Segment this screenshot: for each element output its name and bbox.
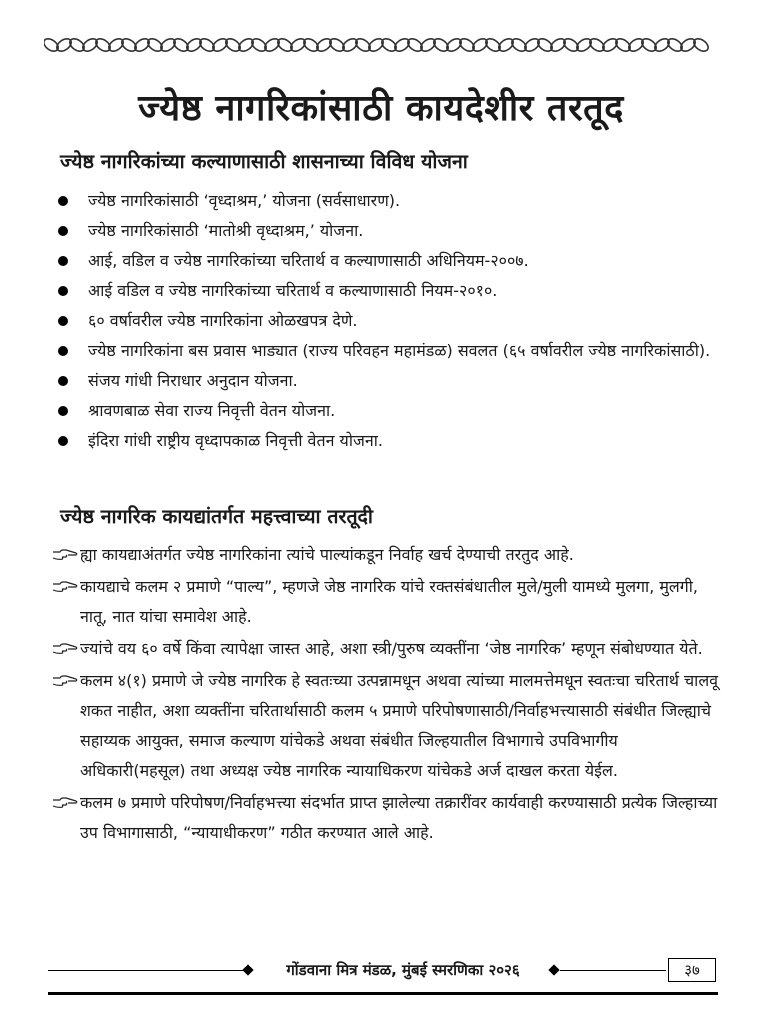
diamond-icon xyxy=(548,964,559,975)
bullet-icon xyxy=(58,406,68,416)
pointing-hand-icon xyxy=(52,642,78,656)
scheme-item: ६० वर्षावरील ज्येष्ठ नागरिकांना ओळखपत्र देणे. xyxy=(56,306,716,336)
bullet-icon xyxy=(58,316,68,326)
chain-link xyxy=(692,36,711,53)
page-title: ज्येष्ठ नागरिकांसाठी कायदेशीर तरतूद xyxy=(138,88,624,129)
provision-item: कलम ७ प्रमाणे परिपोषण/निर्वाहभत्त्या संदर्भात प्राप्त झालेल्या तक्रारींवर कार्यवाही करण्यासाठी प्रत्येक जिल्हाच्या उप विभागासाठी, “न्यायाधीकरण” गठीत करण्यात आले आहे. xyxy=(52,788,722,848)
scheme-item: आई वडिल व ज्येष्ठ नागरिकांच्या चरितार्थ व कल्याणासाठी नियम-२०१०. xyxy=(56,276,716,306)
footer xyxy=(48,958,718,984)
footer-title: गोंडवाना मित्र मंडळ, मुंबई स्मरणिका २०२६ xyxy=(286,961,520,979)
pointing-hand-icon xyxy=(52,548,78,562)
provisions-list xyxy=(52,540,722,850)
footer-rule-left xyxy=(48,970,244,971)
footer-rule-right xyxy=(560,970,666,971)
bullet-icon xyxy=(58,436,68,446)
scheme-item: ज्येष्ठ नागरिकांना बस प्रवास भाड्यात (राज्य परिवहन महामंडळ) सवलत (६५ वर्षावरील ज्येष्ठ नागरिकांसाठी). xyxy=(56,336,716,366)
decorative-chain-border xyxy=(44,33,720,57)
schemes-list xyxy=(56,186,716,456)
scheme-item: ज्येष्ठ नागरिकांसाठी ‘वृध्दाश्रम,’ योजना (सर्वसाधारण). xyxy=(56,186,716,216)
pointing-hand-icon xyxy=(52,580,78,594)
provision-item: ह्या कायद्याअंतर्गत ज्येष्ठ नागरिकांना त्यांचे पाल्यांकडून निर्वाह खर्च देण्याची तरतुद आहे. xyxy=(52,540,722,570)
provisions-heading: ज्येष्ठ नागरिक कायद्यांतर्गत महत्त्वाच्या तरतूदी xyxy=(60,505,373,528)
scheme-item: ज्येष्ठ नागरिकांसाठी ‘मातोश्री वृध्दाश्रम,’ योजना. xyxy=(56,216,716,246)
pointing-hand-icon xyxy=(52,796,78,810)
scheme-item: संजय गांधी निराधार अनुदान योजना. xyxy=(56,366,716,396)
scheme-item: आई, वडिल व ज्येष्ठ नागरिकांच्या चरितार्थ व कल्याणासाठी अधिनियम-२००७. xyxy=(56,246,716,276)
diamond-icon xyxy=(242,964,253,975)
pointing-hand-icon xyxy=(52,674,78,688)
scheme-item: इंदिरा गांधी राष्ट्रीय वृध्दापकाळ निवृत्ती वेतन योजना. xyxy=(56,426,716,456)
provision-item: ज्यांचे वय ६० वर्षे किंवा त्यापेक्षा जास्त आहे, अशा स्त्री/पुरुष व्यक्तींना ‘जेष्ठ नागरिक’ म्हणून संबोधण्यात येते. xyxy=(52,634,722,664)
page-number: ३७ xyxy=(668,958,716,982)
scheme-item: श्रावणबाळ सेवा राज्य निवृत्ती वेतन योजना. xyxy=(56,396,716,426)
provision-item: कलम ४(१) प्रमाणे जे ज्येष्ठ नागरिक हे स्वतःच्या उत्पन्नामधून अथवा त्यांच्या मालमत्तेमधून स्वतःचा चरितार्थ चालवू शकत नाहीत, अशा व्यक्तींना चरितार्थासाठी कलम ५ प्रमाणे परिपोषणासाठी/निर्वाहभत्त्यासाठी संबंधीत जिल्ह्याचे सहाय्यक आयुक्त, समाज कल्याण यांचेकडे अथवा संबंधीत जिल्हयातील विभागाचे उपविभागीय अधिकारी(महसूल) तथा अध्यक्ष ज्येष्ठ नागरिक न्यायाधिकरण यांचेकडे अर्ज दाखल करता येईल. xyxy=(52,666,722,786)
bullet-icon xyxy=(58,196,68,206)
provision-item: कायद्याचे कलम २ प्रमाणे “पाल्य”, म्हणजे जेष्ठ नागरिक यांचे रक्तसंबंधातील मुले/मुली यामध्ये मुलगा, मुलगी, नातू, नात यांचा समावेश आहे. xyxy=(52,572,722,632)
bullet-icon xyxy=(58,346,68,356)
schemes-heading: ज्येष्ठ नागरिकांच्या कल्याणासाठी शासनाच्या विविध योजना xyxy=(60,150,468,173)
bottom-rule xyxy=(48,992,718,995)
bullet-icon xyxy=(58,256,68,266)
bullet-icon xyxy=(58,286,68,296)
bullet-icon xyxy=(58,376,68,386)
bullet-icon xyxy=(58,226,68,236)
